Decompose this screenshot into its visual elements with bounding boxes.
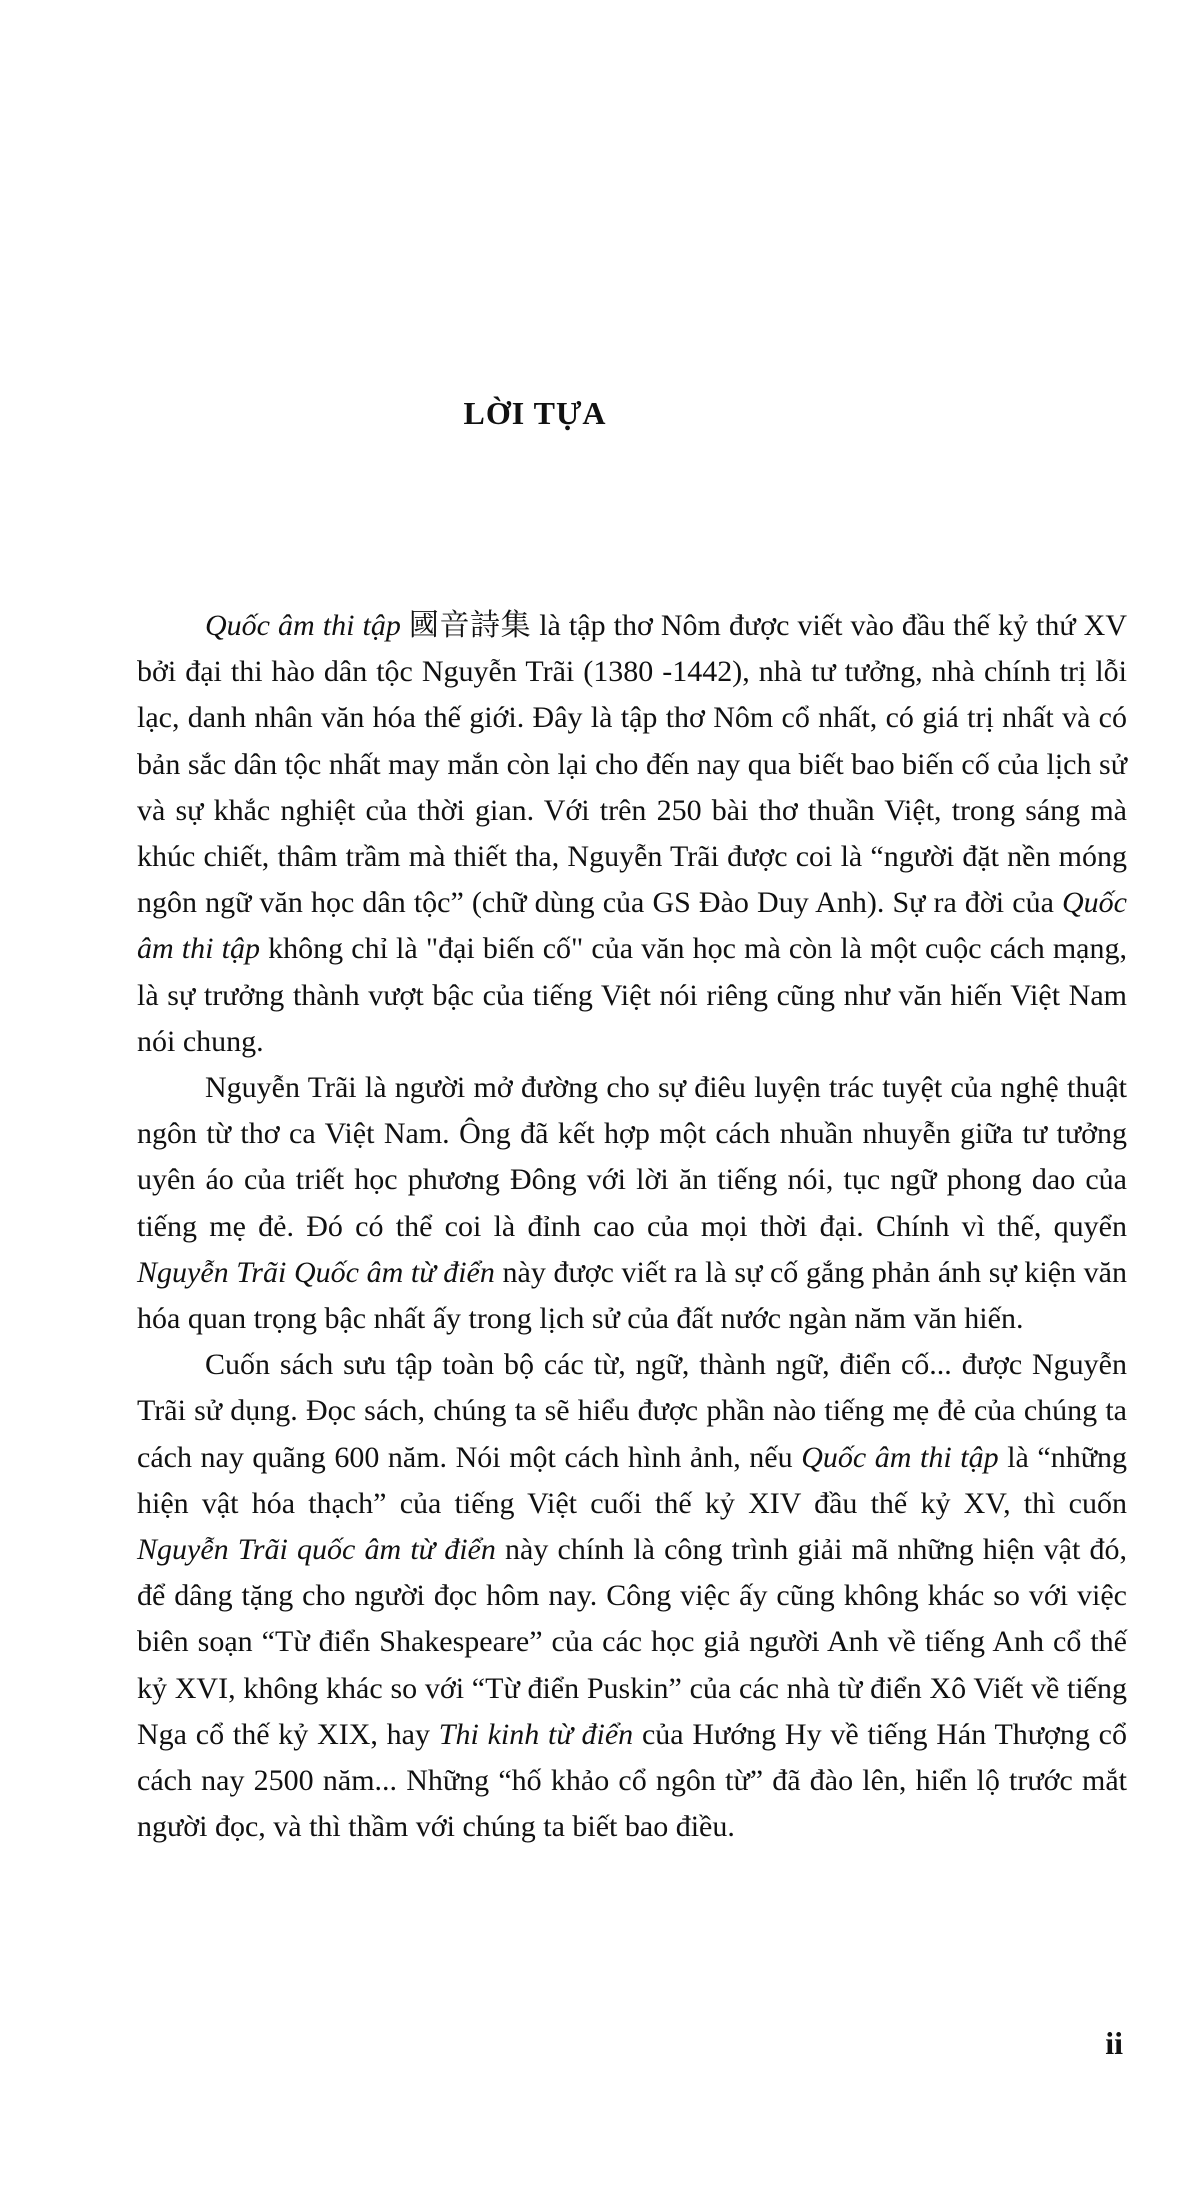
book-title-italic: Nguyễn Trãi quốc âm từ điển <box>137 1533 496 1567</box>
text-run: là tập thơ Nôm được viết vào đầu thế kỷ thứ XV bởi đại thi hào dân tộc Nguyễn Trãi (1380 -1442), nhà tư tưởng, nhà chính trị lỗi lạc, danh nhân văn hóa thế giới. Đây là tập thơ Nôm cổ nhất, có giá trị nhất và có bản sắc dân tộc nhất may mắn còn lại cho đến nay qua biết bao biến cố của lịch sử và sự khắc nghiệt của thời gian. Với trên 250 bài thơ thuần Việt, trong sáng mà khúc chiết, thâm trầm mà thiết tha, Nguyễn Trãi được coi là “người đặt nền móng ngôn ngữ văn học dân tộc” (chữ dùng của GS Đào Duy Anh). Sự ra đời của <box>137 609 1128 920</box>
book-title-italic: Quốc âm thi tập <box>205 609 401 642</box>
book-title-italic: Thi kinh từ điển <box>438 1717 634 1751</box>
paragraph-3 <box>137 1342 1127 1850</box>
paragraph-1 <box>137 603 1127 1065</box>
text-run: này chính là công trình giải mã những hiện vật đó, để dâng tặng cho người đọc hôm nay. Công việc ấy cũng không khác so với việc biên soạn “Từ điển Shakespeare” của các học giả người Anh về tiếng Anh cổ thế kỷ XVI, không khác so với “Từ điển Puskin” của các nhà từ điển Xô Viết về tiếng Nga cổ thế kỷ XIX, hay <box>137 1533 1127 1751</box>
text-run: của Hướng Hy về tiếng Hán Thượng cổ cách nay 2500 năm... Những “hố khảo cổ ngôn từ” đã đào lên, hiển lộ trước mắt người đọc, và thì thầm với chúng ta biết bao điều. <box>137 1717 1127 1844</box>
text-run: không chỉ là "đại biến cố" của văn học mà còn là một cuộc cách mạng, là sự trưởng thành vượt bậc của tiếng Việt nói riêng cũng như văn hiến Việt Nam nói chung. <box>137 932 1128 1058</box>
text-run: này được viết ra là sự cố gắng phản ánh sự kiện văn hóa quan trọng bậc nhất ấy trong lịch sử của đất nước ngàn năm văn hiến. <box>137 1255 1127 1336</box>
page-title: LỜI TỰA <box>463 395 607 431</box>
text-run: là “những hiện vật hóa thạch” của tiếng Việt cuối thế kỷ XIV đầu thế kỷ XV, thì cuốn <box>137 1440 1127 1520</box>
han-nom-title: 國音詩集 <box>408 608 532 643</box>
page-number: ii <box>1105 2025 1123 2061</box>
book-title-italic: Quốc âm thi tập <box>137 886 1127 966</box>
book-title-italic: Quốc âm thi tập <box>801 1440 999 1474</box>
book-title-italic: Nguyễn Trãi Quốc âm từ điển <box>137 1255 495 1289</box>
text-run: Nguyễn Trãi là người mở đường cho sự điêu luyện trác tuyệt của nghệ thuật ngôn từ thơ ca Việt Nam. Ông đã kết hợp một cách nhuần nhuyễn giữa tư tưởng uyên áo của triết học phương Đông với lời ăn tiếng nói, tục ngữ phong dao của tiếng mẹ đẻ. Đó có thể coi là đỉnh cao của mọi thời đại. Chính vì thế, quyển <box>137 1071 1127 1243</box>
text-run: Cuốn sách sưu tập toàn bộ các từ, ngữ, thành ngữ, điển cố... được Nguyễn Trãi sử dụng. Đọc sách, chúng ta sẽ hiểu được phần nào tiếng mẹ đẻ của chúng ta cách nay quãng 600 năm. Nói một cách hình ảnh, nếu <box>137 1348 1127 1474</box>
preface-body <box>137 603 1127 1850</box>
text-run <box>401 609 409 642</box>
paragraph-2 <box>137 1065 1127 1342</box>
